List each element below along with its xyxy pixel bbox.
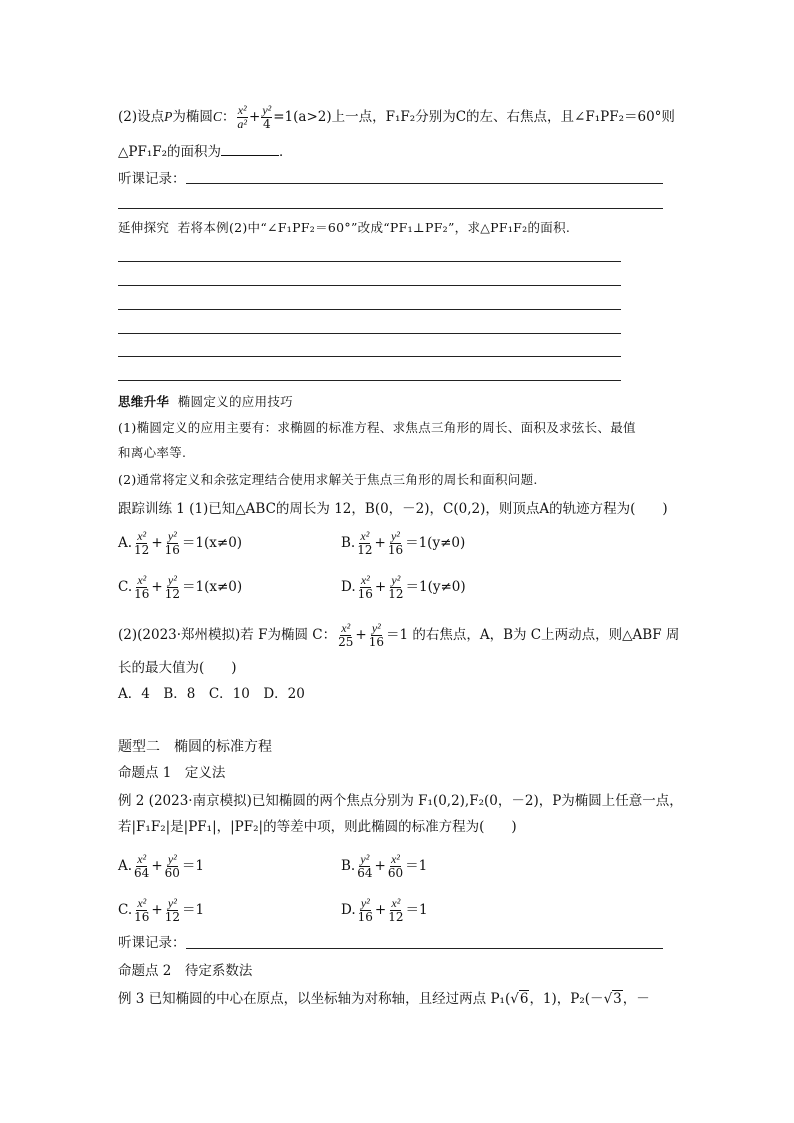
answer-line[interactable] [118, 309, 621, 310]
example-2-line-2: 若|F₁F₂|是|PF₁|，|PF₂|的等差中项，则此椭圆的标准方程为( ) [118, 819, 517, 835]
fraction-x2-a2: $\frac{\text{x²}}{\text{a²}}$ [237, 103, 247, 131]
section-title: 题型二 椭圆的标准方程 [118, 739, 272, 755]
practice-1-q2-line-2: 长的最大值为( ) [118, 660, 237, 676]
ex2-option-d[interactable]: D. $\frac{\text{y²}}{16}$ + $\frac{\text{x²}}{12}$ ＝1 [341, 896, 428, 924]
fraction: $\frac{\text{x²}}{12}$ [388, 896, 404, 924]
answer-blank[interactable] [221, 143, 279, 156]
example-3-line-1: 例 3 已知椭圆的中心在原点，以坐标轴为对称轴，且经过两点 P₁(√6，1)，P₂(－√3，－ [118, 991, 650, 1007]
insight-heading [118, 393, 293, 411]
plus-sign: + [249, 109, 261, 125]
option-d[interactable]: D. $\frac{\text{x²}}{16}$ + $\frac{\text{y²}}{12}$ ＝1(y≠0) [341, 573, 466, 601]
lecture-record-label-1: 听课记录： [118, 171, 186, 187]
proposition-point-1: 命题点 1 定义法 [118, 765, 226, 781]
fraction: $\frac{\text{x²}}{12}$ [357, 529, 373, 557]
q2-end: ． [279, 144, 293, 160]
example-2-line-1: 例 2 (2023·南京模拟)已知椭圆的两个焦点分别为 F₁(0,2),F₂(0，－2)，P为椭圆上任意一点， [118, 793, 683, 809]
q2-foci-text: F₁F₂分别为C的左、右焦点，且∠F₁PF₂＝60°则 [385, 109, 675, 125]
option-b[interactable]: B. $\frac{\text{x²}}{12}$ + $\frac{\text{y²}}{16}$ ＝1(y≠0) [341, 529, 466, 557]
practice-1-stem: 跟踪训练 1 (1)已知△ABC的周长为 12，B(0，－2)，C(0,2)，则顶点A的轨迹方程为( ) [118, 501, 668, 517]
ex2-option-b[interactable]: B. $\frac{\text{y²}}{64}$ + $\frac{\text{x²}}{60}$ ＝1 [341, 852, 428, 880]
insight-point-1-cont: 和离心率等. [118, 445, 187, 460]
q2-colon: ： [221, 109, 236, 125]
fraction: $\frac{\text{y²}}{16}$ [357, 896, 373, 924]
ex2-option-a[interactable]: A. $\frac{\text{x²}}{64}$ + $\frac{\text{y²}}{60}$ ＝1 [118, 852, 205, 880]
fraction: $\frac{\text{y²}}{16}$ [368, 621, 384, 649]
ex2-option-c[interactable]: C. $\frac{\text{x²}}{16}$ + $\frac{\text{y²}}{12}$ ＝1 [118, 896, 205, 924]
answer-line[interactable] [118, 333, 621, 334]
sqrt-6: 6 [519, 991, 529, 1007]
answer-line[interactable] [118, 285, 621, 286]
q2-var-p: P [164, 109, 173, 124]
q2-condition: =1(a>2)上一点， [273, 109, 386, 125]
q2-text: 为椭圆 [172, 109, 213, 125]
practice-1-q2-options[interactable]: A．4 B．8 C．10 D．20 [118, 686, 305, 702]
lecture-record-label-2: 听课记录： [118, 935, 186, 951]
insight-title: 思维升华 [118, 394, 170, 409]
record-line[interactable] [118, 208, 663, 209]
option-c[interactable]: C. $\frac{\text{x²}}{16}$ + $\frac{\text{y²}}{12}$ ＝1(x≠0) [118, 573, 243, 601]
fraction: $\frac{\text{x²}}{16}$ [134, 896, 150, 924]
fraction: $\frac{\text{x²}}{16}$ [134, 573, 150, 601]
fraction: $\frac{\text{y²}}{12}$ [164, 573, 181, 601]
fraction: $\frac{\text{x²}}{12}$ [134, 529, 150, 557]
fraction-y2-4: $\frac{\text{y²}}{4}$ [262, 103, 272, 131]
fraction: $\frac{\text{x²}}{64}$ [134, 852, 150, 880]
q2-var-c: C [212, 109, 222, 124]
insight-point-2: (2)通常将定义和余弦定理结合使用求解关于焦点三角形的周长和面积问题. [118, 472, 538, 487]
record-line[interactable] [186, 183, 663, 184]
answer-line[interactable] [118, 356, 621, 357]
insight-point-1: (1)椭圆定义的应用主要有：求椭圆的标准方程、求焦点三角形的周长、面积及求弦长、最值 [118, 420, 636, 435]
fraction: $\frac{\text{y²}}{16}$ [387, 529, 404, 557]
answer-line[interactable] [118, 380, 621, 381]
answer-line[interactable] [118, 261, 621, 262]
question-2-line-1 [118, 104, 675, 131]
fraction: $\frac{\text{y²}}{16}$ [164, 529, 180, 557]
extension-text: 若将本例(2)中“∠F₁PF₂＝60°”改成“PF₁⊥PF₂”，求△PF₁F₂的面积. [177, 220, 571, 235]
insight-subtitle: 椭圆定义的应用技巧 [177, 394, 293, 409]
fraction: $\frac{\text{x²}}{25}$ [338, 621, 354, 649]
record-line[interactable] [186, 948, 663, 949]
extension-label: 延伸探究 [118, 220, 170, 235]
extension-explore [118, 219, 570, 237]
fraction: $\frac{\text{y²}}{60}$ [164, 852, 180, 880]
question-2-line-2 [118, 143, 293, 161]
fraction: $\frac{\text{x²}}{60}$ [387, 852, 404, 880]
fraction: $\frac{\text{y²}}{64}$ [357, 852, 373, 880]
q2-area-text: △PF₁F₂的面积为 [118, 144, 222, 160]
fraction: $\frac{\text{y²}}{12}$ [164, 896, 181, 924]
q2-prefix: (2)设点 [118, 109, 165, 125]
practice-1-q2: (2)(2023·郑州模拟)若 F为椭圆 C： $\frac{\text{x²}}{25}$ + $\frac{\text{y²}}{16}$ ＝1 的右焦点，A，B为 C上两动点，则△ABF 周 [118, 621, 680, 649]
fraction: $\frac{\text{x²}}{16}$ [357, 573, 373, 601]
proposition-point-2: 命题点 2 待定系数法 [118, 963, 253, 979]
option-a[interactable]: A. $\frac{\text{x²}}{12}$ + $\frac{\text{y²}}{16}$ ＝1(x≠0) [118, 529, 243, 557]
fraction: $\frac{\text{y²}}{12}$ [388, 573, 404, 601]
sqrt-3: 3 [613, 991, 622, 1007]
